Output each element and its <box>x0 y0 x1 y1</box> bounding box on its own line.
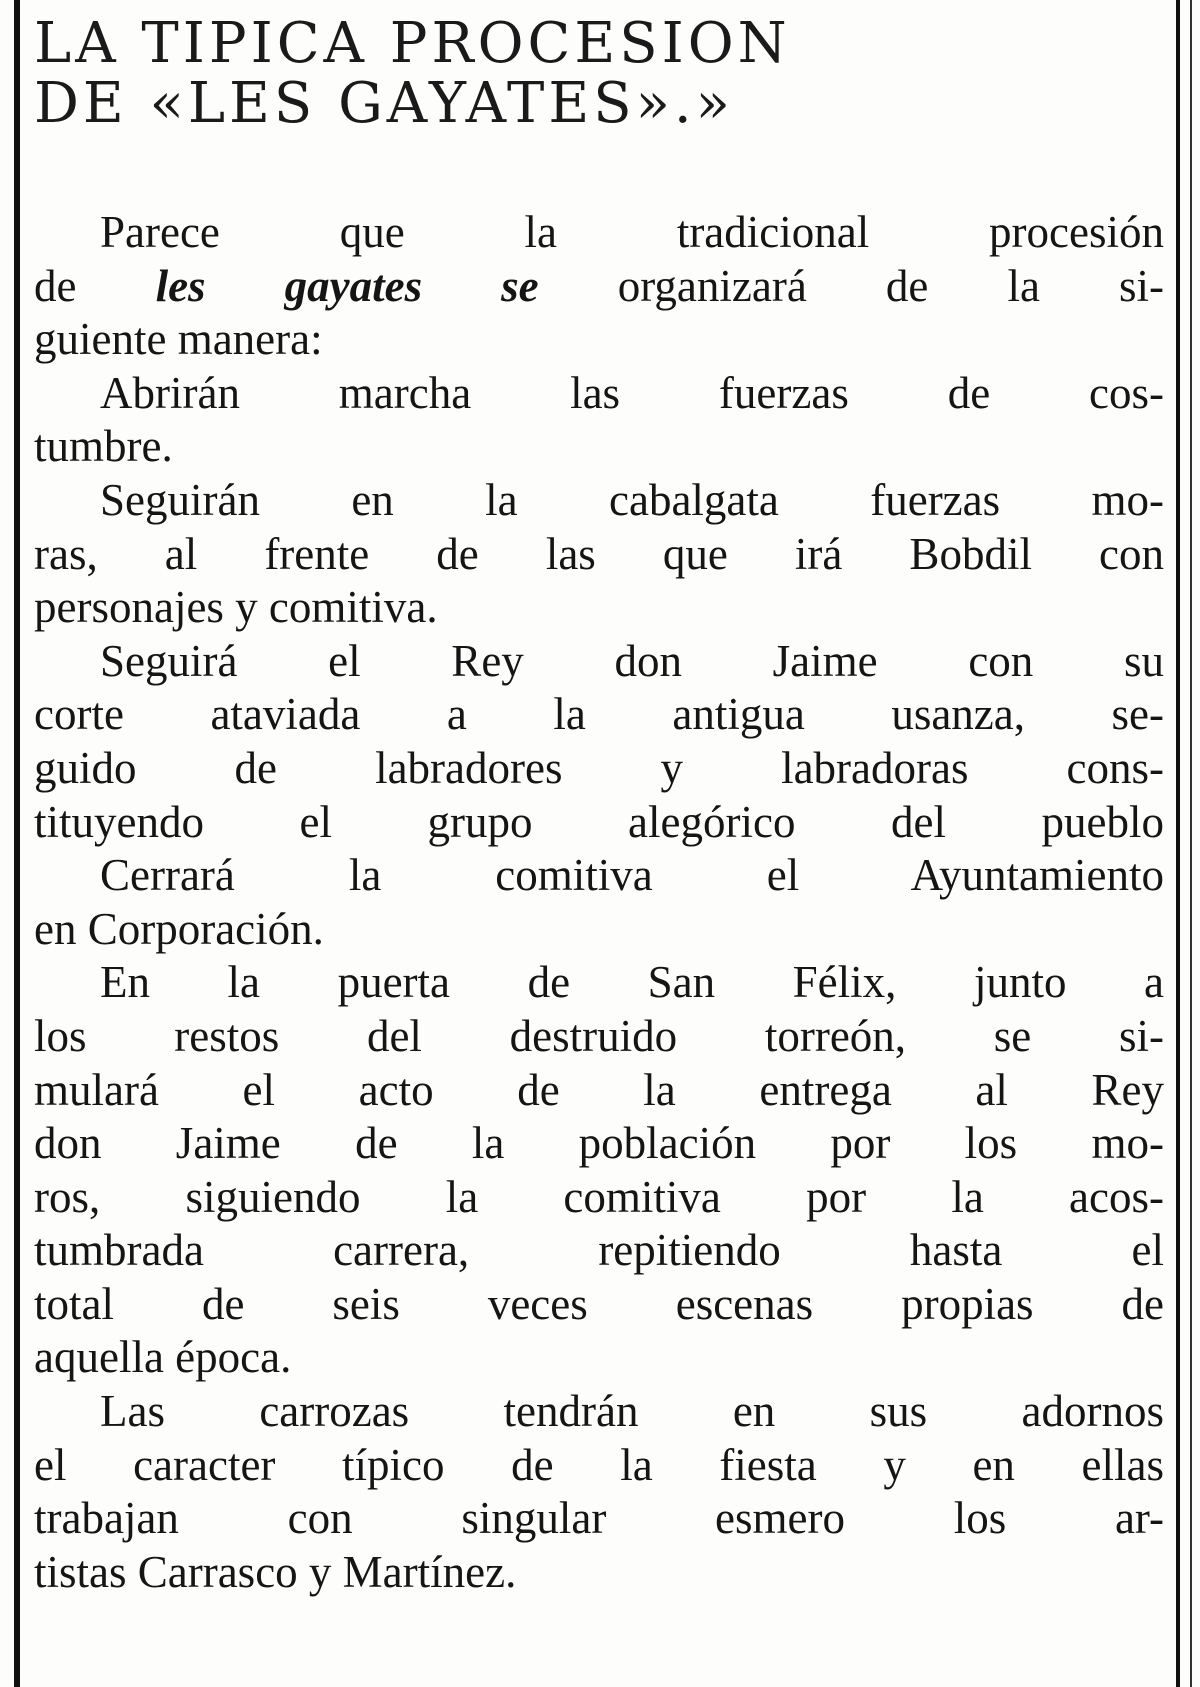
article-line: los restos del destruido torreón, se si- <box>34 1010 1164 1061</box>
article-column <box>34 11 1164 1599</box>
article-line: tumbre. <box>34 421 173 472</box>
article-line <box>34 260 1164 314</box>
article-body <box>34 206 1164 1599</box>
article-line: En la puerta de San Félix, junto a <box>100 957 1164 1008</box>
headline-line-1: LA TIPICA PROCESION <box>34 11 791 76</box>
article-headline <box>34 11 1164 136</box>
article-line: mulará el acto de la entrega al Rey <box>34 1064 1164 1115</box>
column-rule-right-outer <box>1190 0 1192 1687</box>
headline-line-2: DE «LES GAYATES».» <box>34 71 734 136</box>
line-text: de <box>34 260 156 311</box>
article-line: don Jaime de la población por los mo- <box>34 1118 1164 1169</box>
article-line: en Corporación. <box>34 903 324 954</box>
column-rule-left <box>14 0 20 1687</box>
article-line: Las carrozas tendrán en sus adornos <box>100 1386 1164 1437</box>
article-line: guido de labradores y labradoras cons- <box>34 742 1164 793</box>
article-line: Seguirán en la cabalgata fuerzas mo- <box>100 474 1164 525</box>
article-line: Abrirán marcha las fuerzas de cos- <box>100 367 1164 418</box>
article-line: corte ataviada a la antigua usanza, se- <box>34 689 1164 740</box>
article-line: aquella época. <box>34 1332 292 1383</box>
column-rule-right <box>1176 0 1180 1687</box>
article-line: tituyendo el grupo alegórico del pueblo <box>34 796 1164 847</box>
article-line: personajes y comitiva. <box>34 582 438 633</box>
article-line: tistas Carrasco y Martínez. <box>34 1546 517 1597</box>
line-text: organizará de la si- <box>538 260 1164 311</box>
article-line: Seguirá el Rey don Jaime con su <box>100 635 1164 686</box>
article-line: guiente manera: <box>34 314 323 365</box>
article-line: Parece que la tradicional procesión <box>100 207 1164 257</box>
article-line: total de seis veces escenas propias de <box>34 1278 1164 1329</box>
article-line: tumbrada carrera, repitiendo hasta el <box>34 1225 1164 1276</box>
article-line: trabajan con singular esmero los ar- <box>34 1493 1164 1544</box>
article-line: el caracter típico de la fiesta y en ellas <box>34 1439 1164 1490</box>
article-line: Cerrará la comitiva el Ayuntamiento <box>100 850 1164 901</box>
article-line: ras, al frente de las que irá Bobdil con <box>34 528 1164 579</box>
italic-phrase: les gayates se <box>155 260 539 311</box>
article-line: ros, siguiendo la comitiva por la acos- <box>34 1171 1164 1222</box>
